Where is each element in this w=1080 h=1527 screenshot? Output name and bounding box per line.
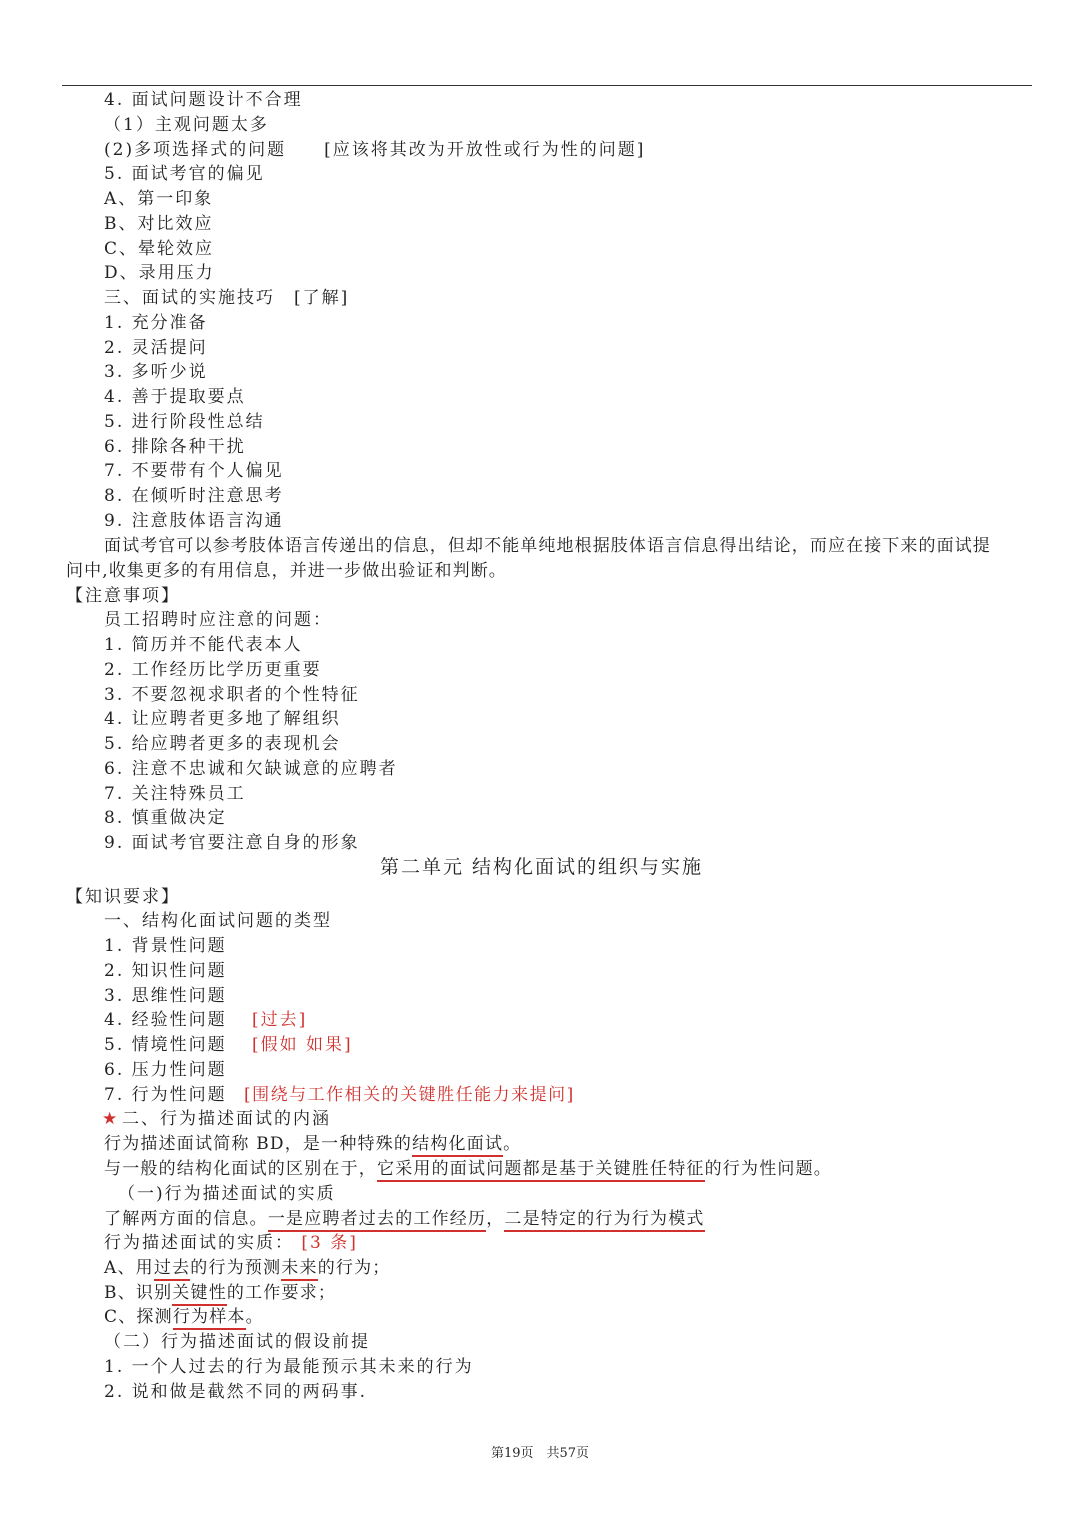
text-line: C、晕轮效应 <box>104 239 215 259</box>
text-line: (2)多项选择式的问题 [应该将其改为开放性或行为性的问题] <box>104 140 646 160</box>
text-line: 1. 一个人过去的行为最能预示其未来的行为 <box>104 1357 474 1377</box>
underlined-segment: 二是特定的行为行为模式 <box>504 1209 704 1232</box>
underlined-segment: 它采用的面试问题都是基于关键胜任特征 <box>377 1159 705 1182</box>
text-line: 4. 面试问题设计不合理 <box>104 90 303 110</box>
text-line <box>104 1208 705 1230</box>
text-segment: 了解两方面的信息。 <box>104 1209 268 1229</box>
text-segment: 。 <box>245 1307 264 1327</box>
text-line: 1. 简历并不能代表本人 <box>104 635 303 655</box>
text-line: 6. 排除各种干扰 <box>104 437 246 457</box>
text-line: 5. 给应聘者更多的表现机会 <box>104 734 341 754</box>
text-line: B、对比效应 <box>104 214 214 234</box>
text-segment: 。 <box>503 1134 522 1154</box>
paragraph-line: 问中,收集更多的有用信息，并进一步做出验证和判断。 <box>66 561 507 581</box>
text-line: 6. 注意不忠诚和欠缺诚意的应聘者 <box>104 759 398 779</box>
header-rule <box>62 85 1032 86</box>
text-line <box>104 1232 358 1254</box>
text-line: 6. 压力性问题 <box>104 1060 227 1080</box>
text-segment: 行为描述面试的实质： <box>104 1233 294 1253</box>
text-line: 7. 关注特殊员工 <box>104 784 246 804</box>
text-segment: 行为描述面试简称 BD，是一种特殊的 <box>104 1134 413 1154</box>
text-line: 7. 不要带有个人偏见 <box>104 461 284 481</box>
text-line: 8. 慎重做决定 <box>104 808 227 828</box>
note-tag: [围绕与工作相关的关键胜任能力来提问] <box>244 1085 575 1105</box>
text-line: 5. 情境性问题 <box>104 1035 227 1055</box>
text-line: 4. 经验性问题 <box>104 1010 227 1030</box>
unit-title: 第二单元 结构化面试的组织与实施 <box>380 856 704 878</box>
text-segment: 的行为； <box>317 1258 391 1278</box>
text-line: A、第一印象 <box>104 189 214 209</box>
text-line: 2. 工作经历比学历更重要 <box>104 660 322 680</box>
text-line: D、录用压力 <box>104 263 215 283</box>
text-line: 4. 善于提取要点 <box>104 387 246 407</box>
note-tag: [假如 如果] <box>252 1035 353 1055</box>
underlined-segment: 一是应聘者过去的工作经历 <box>268 1209 486 1232</box>
section-heading: 一、结构化面试问题的类型 <box>104 911 332 931</box>
text-line: 4. 让应聘者更多地了解组织 <box>104 709 341 729</box>
text-line: 7. 行为性问题 <box>104 1085 227 1105</box>
text-line: 5. 面试考官的偏见 <box>104 164 265 184</box>
section-label: 【知识要求】 <box>66 887 180 907</box>
text-line: 3. 不要忽视求职者的个性特征 <box>104 685 360 705</box>
sub-heading: （一)行为描述面试的实质 <box>118 1184 336 1204</box>
text-segment: 的工作要求； <box>226 1283 337 1303</box>
text-segment: A、用 <box>104 1258 154 1278</box>
underlined-segment: 结构化面试 <box>412 1134 503 1157</box>
text-segment: C、探测 <box>104 1307 173 1327</box>
text-line <box>104 1158 832 1180</box>
section-heading: 二、行为描述面试的内涵 <box>122 1109 331 1129</box>
text-line: 2. 灵活提问 <box>104 338 208 358</box>
text-segment: 的行为性问题。 <box>704 1159 833 1179</box>
text-segment: 与一般的结构化面试的区别在于， <box>104 1159 377 1179</box>
note-tag: [过去] <box>252 1010 308 1030</box>
text-line <box>104 1133 521 1155</box>
text-line: （1）主观问题太多 <box>104 115 269 135</box>
text-line: 3. 思维性问题 <box>104 986 227 1006</box>
text-line <box>104 1257 391 1279</box>
text-line <box>104 1306 264 1328</box>
paragraph-line: 面试考官可以参考肢体语言传递出的信息，但却不能单纯地根据肢体语言信息得出结论，而应在接下来的面试提 <box>104 536 991 556</box>
text-line: 9. 注意肢体语言沟通 <box>104 511 284 531</box>
text-line: 员工招聘时应注意的问题： <box>104 610 332 630</box>
text-line: 2. 说和做是截然不同的两码事. <box>104 1382 368 1402</box>
star-icon: ★ <box>102 1109 120 1129</box>
text-line <box>104 1282 336 1304</box>
text-line: 9. 面试考官要注意自身的形象 <box>104 833 360 853</box>
underlined-segment: 行为样本 <box>173 1307 246 1330</box>
page-number: 第19页 共57页 <box>490 1446 590 1461</box>
text-segment: ， <box>486 1209 505 1229</box>
text-line: 3. 多听少说 <box>104 362 208 382</box>
text-segment: 的行为预测 <box>190 1258 282 1278</box>
text-line: 2. 知识性问题 <box>104 961 227 981</box>
sub-heading: （二）行为描述面试的假设前提 <box>104 1332 370 1352</box>
section-heading: 三、面试的实施技巧 [了解] <box>104 288 350 308</box>
underlined-segment: 关键性 <box>172 1283 227 1306</box>
underlined-segment: 未来 <box>281 1258 317 1281</box>
note-tag: [3 条] <box>301 1233 358 1253</box>
text-line: 1. 背景性问题 <box>104 936 227 956</box>
text-line: 8. 在倾听时注意思考 <box>104 486 284 506</box>
underlined-segment: 过去 <box>154 1258 190 1281</box>
text-line: 5. 进行阶段性总结 <box>104 412 265 432</box>
section-label: 【注意事项】 <box>66 586 180 606</box>
text-segment: B、识别 <box>104 1283 173 1303</box>
text-line: 1. 充分准备 <box>104 313 208 333</box>
